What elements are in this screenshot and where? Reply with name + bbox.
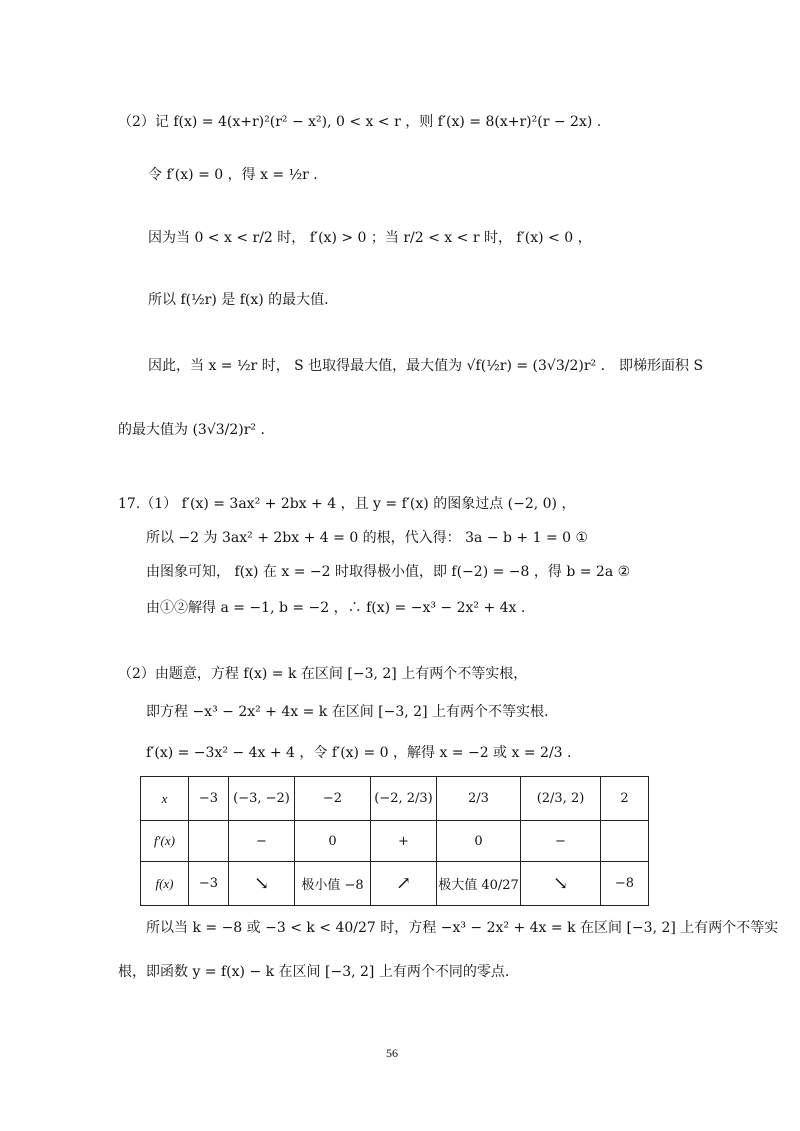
- q17-line2: 所以 −2 为 3ax² + 2bx + 4 = 0 的根，代入得： 3a − b + 1 = 0 ①: [146, 530, 589, 546]
- table-cell: −3: [189, 862, 229, 906]
- table-cell: ↗: [371, 862, 437, 906]
- q16-part2-line1: （2）记 f(x) = 4(x+r)²(r² − x²), 0 < x < r ，则 f′(x) = 8(x+r)²(r − 2x) .: [118, 114, 602, 130]
- table-cell: [601, 821, 649, 862]
- table-cell: −: [229, 821, 295, 862]
- table-cell: −8: [601, 862, 649, 906]
- table-cell: +: [371, 821, 437, 862]
- table-cell: ↘: [521, 862, 601, 906]
- table-cell: 极大值 40/27: [437, 862, 521, 906]
- q16-part2-line3: 因为当 0 < x < r/2 时， f′(x) > 0 ；当 r/2 < x < r 时， f′(x) < 0 ，: [148, 230, 592, 246]
- table-row-x: [141, 777, 649, 821]
- table-cell: x: [141, 777, 189, 821]
- q17-line4: 由①②解得 a = −1, b = −2 ，∴ f(x) = −x³ − 2x² + 4x .: [146, 600, 526, 616]
- table-cell: 极小值 −8: [295, 862, 371, 906]
- table-cell: 2/3: [437, 777, 521, 821]
- q17-part2-line1: （2）由题意，方程 f(x) = k 在区间 [−3, 2] 上有两个不等实根，: [118, 666, 528, 682]
- table-cell: −2: [295, 777, 371, 821]
- variation-table: [140, 776, 649, 906]
- q16-part2-line2: 令 f′(x) = 0 ，得 x = ½r .: [148, 167, 318, 183]
- table-cell: 0: [437, 821, 521, 862]
- q17-part2-line3: f′(x) = −3x² − 4x + 4 ，令 f′(x) = 0 ，解得 x = −2 或 x = 2/3 .: [146, 745, 572, 761]
- q16-part2-line6: 的最大值为 (3√3/2)r² .: [118, 422, 265, 438]
- table-row-fprime: [141, 821, 649, 862]
- page-number: 56: [386, 1046, 398, 1060]
- table-cell: (2/3, 2): [521, 777, 601, 821]
- table-cell: −3: [189, 777, 229, 821]
- table-cell: (−3, −2): [229, 777, 295, 821]
- table-cell: f′(x): [141, 821, 189, 862]
- table-cell: 2: [601, 777, 649, 821]
- table-cell: −: [521, 821, 601, 862]
- table-cell: 0: [295, 821, 371, 862]
- table-cell: [189, 821, 229, 862]
- q17-line3: 由图象可知， f(x) 在 x = −2 时取得极小值，即 f(−2) = −8 ，得 b = 2a ②: [146, 564, 631, 580]
- q16-part2-line4: 所以 f(½r) 是 f(x) 的最大值.: [148, 292, 329, 308]
- table-row-f: [141, 862, 649, 906]
- q17-part2-line2: 即方程 −x³ − 2x² + 4x = k 在区间 [−3, 2] 上有两个不等实根.: [146, 704, 549, 720]
- conclusion-line1: 所以当 k = −8 或 −3 < k < 40/27 时，方程 −x³ − 2x² + 4x = k 在区间 [−3, 2] 上有两个不等实: [146, 920, 779, 936]
- q16-part2-line5: 因此，当 x = ½r 时， S 也取得最大值，最大值为 √f(½r) = (3√3/2)r² ． 即梯形面积 S: [148, 358, 704, 374]
- table-cell: ↘: [229, 862, 295, 906]
- q17-line1: 17.（1） f′(x) = 3ax² + 2bx + 4 ，且 y = f′(x) 的图象过点 (−2, 0) ，: [118, 496, 576, 512]
- table-cell: (−2, 2/3): [371, 777, 437, 821]
- conclusion-line2: 根，即函数 y = f(x) − k 在区间 [−3, 2] 上有两个不同的零点.: [118, 964, 510, 980]
- table-cell: f(x): [141, 862, 189, 906]
